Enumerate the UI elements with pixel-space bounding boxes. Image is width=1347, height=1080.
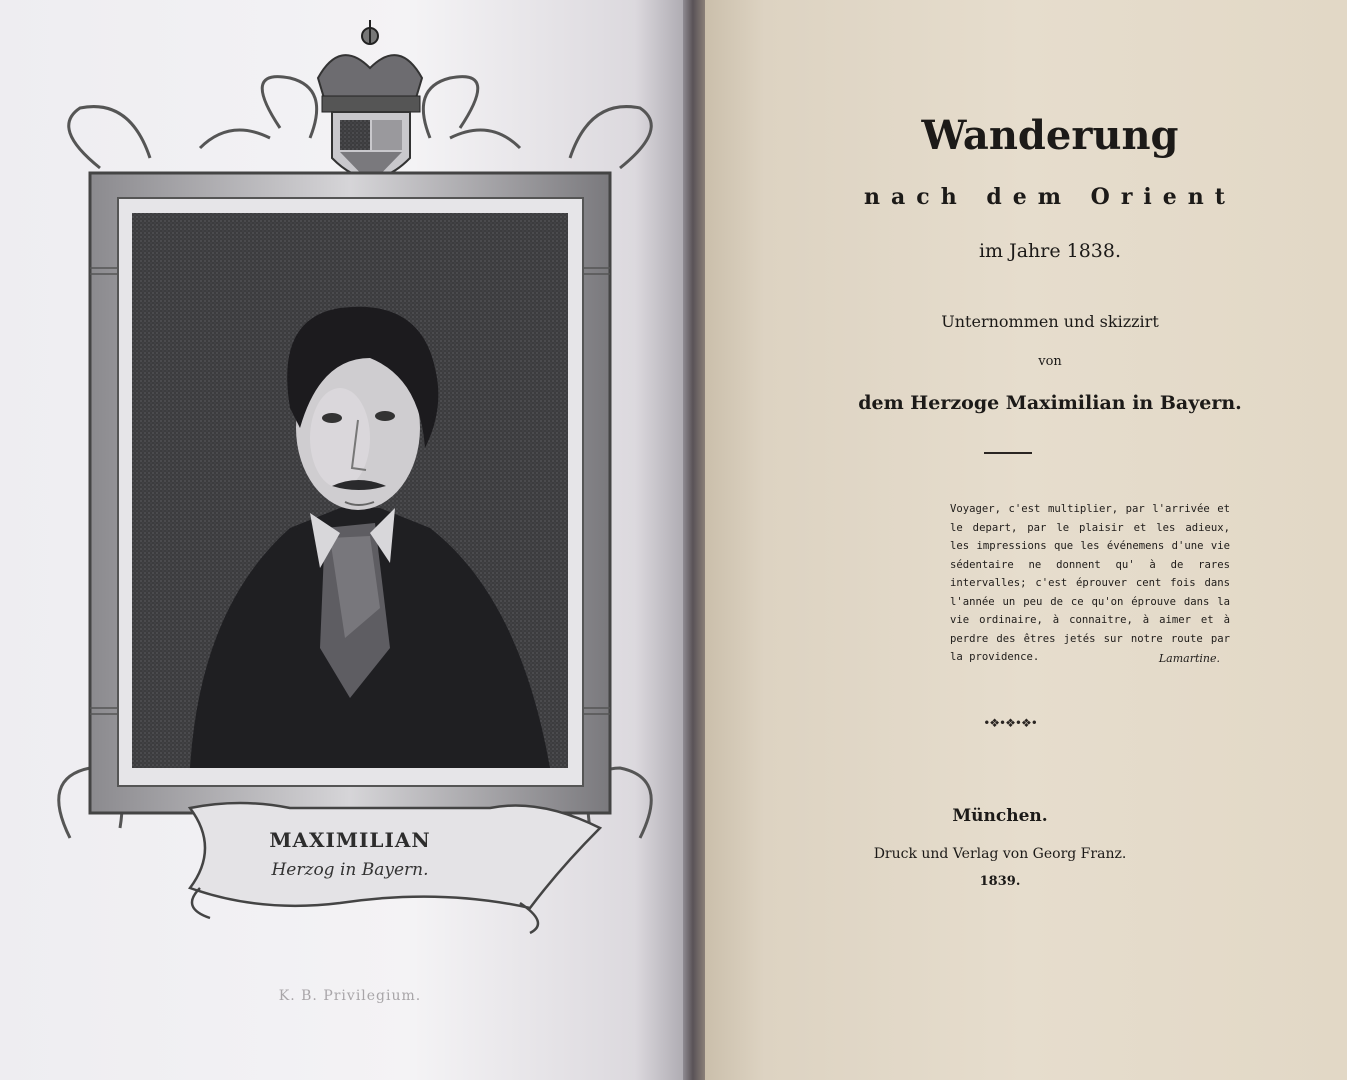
- epigraph-text: Voyager, c'est multiplier, par l'arrivée et le depart, par le plaisir et les adieux, les impressions que les événemens d'une vie sédentaire ne donnent qu' à de rares intervalles; c'est éprouver cent fois dans l'année un peu de ce qu'on éprouve dans la vie ordinaire, à connaitre, à aimer et à perdre des êtres jetés sur notre route par la providence.: [950, 503, 1230, 663]
- privilege-note: K. B. Privilegium.: [278, 988, 422, 1004]
- publication-city: München.: [952, 806, 1048, 826]
- book-year-line: im Jahre 1838.: [978, 240, 1122, 262]
- portrait-engraving: [40, 8, 670, 938]
- by-line: von: [1038, 354, 1062, 369]
- title-divider: [984, 452, 1032, 454]
- crown-icon: [318, 20, 422, 112]
- publisher-line: Druck und Verlag von Georg Franz.: [873, 846, 1127, 862]
- portrait-caption-title: Herzog in Bayern.: [271, 860, 429, 880]
- author-line: dem Herzoge Maximilian in Bayern.: [858, 392, 1242, 414]
- portrait-caption-name: MAXIMILIAN: [269, 828, 431, 852]
- book-subtitle: nach dem Orient: [864, 184, 1236, 210]
- epigraph-author: Lamartine.: [1158, 652, 1220, 665]
- book-gutter: [683, 0, 705, 1080]
- book-title: Wanderung: [921, 112, 1179, 159]
- undertaken-line: Unternommen und skizzirt: [941, 312, 1159, 331]
- ornament-divider: •❖•❖•❖•: [983, 716, 1037, 730]
- publication-year: 1839.: [979, 874, 1021, 889]
